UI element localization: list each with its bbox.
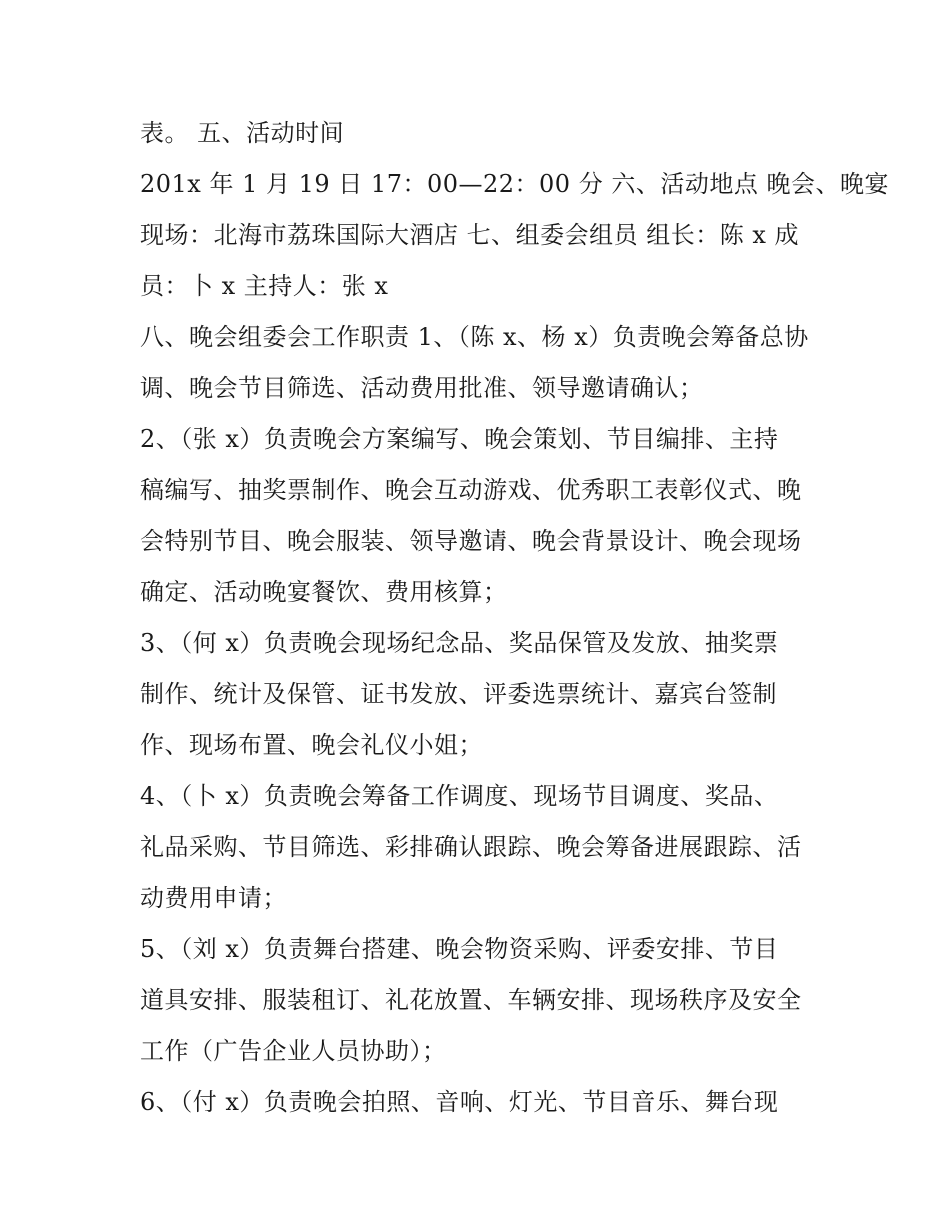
text-line: 4、（卜 x）负责晚会筹备工作调度、现场节目调度、奖品、 — [140, 782, 779, 810]
text-line: 八、晚会组委会工作职责 1、（陈 x、杨 x）负责晚会筹备总协 — [140, 323, 809, 351]
text-line: 会特别节目、晚会服装、领导邀请、晚会背景设计、晚会现场 — [140, 527, 802, 555]
text-line: 工作（广告企业人员协助）； — [140, 1037, 447, 1065]
text-line: 调、晚会节目筛选、活动费用批准、领导邀请确认； — [140, 374, 704, 402]
text-line: 礼品采购、节目筛选、彩排确认跟踪、晚会筹备进展跟踪、活 — [140, 833, 802, 861]
text-line: 5、（刘 x）负责舞台搭建、晚会物资采购、评委安排、节目 — [140, 935, 779, 963]
document-body — [140, 108, 889, 1128]
text-line: 6、（付 x）负责晚会拍照、音响、灯光、节目音乐、舞台现 — [140, 1088, 779, 1116]
text-line: 2、（张 x）负责晚会方案编写、晚会策划、节目编排、主持 — [140, 425, 779, 453]
text-line: 作、现场布置、晚会礼仪小姐； — [140, 731, 483, 759]
text-line: 稿编写、抽奖票制作、晚会互动游戏、优秀职工表彰仪式、晚 — [140, 476, 802, 504]
text-line: 确定、活动晚宴餐饮、费用核算； — [140, 578, 508, 606]
text-line: 表。 五、活动时间 — [140, 119, 345, 147]
text-line: 201x 年 1 月 19 日 17：00—22：00 分 六、活动地点 晚会、晚宴 — [140, 170, 889, 198]
text-line: 现场：北海市荔珠国际大酒店 七、组委会组员 组长：陈 x 成 — [140, 221, 800, 249]
text-line: 制作、统计及保管、证书发放、评委选票统计、嘉宾台签制 — [140, 680, 777, 708]
text-line: 员：卜 x 主持人：张 x — [140, 272, 389, 300]
text-line: 3、（何 x）负责晚会现场纪念品、奖品保管及发放、抽奖票 — [140, 629, 779, 657]
text-line: 道具安排、服装租订、礼花放置、车辆安排、现场秩序及安全 — [140, 986, 802, 1014]
text-line: 动费用申请； — [140, 884, 287, 912]
